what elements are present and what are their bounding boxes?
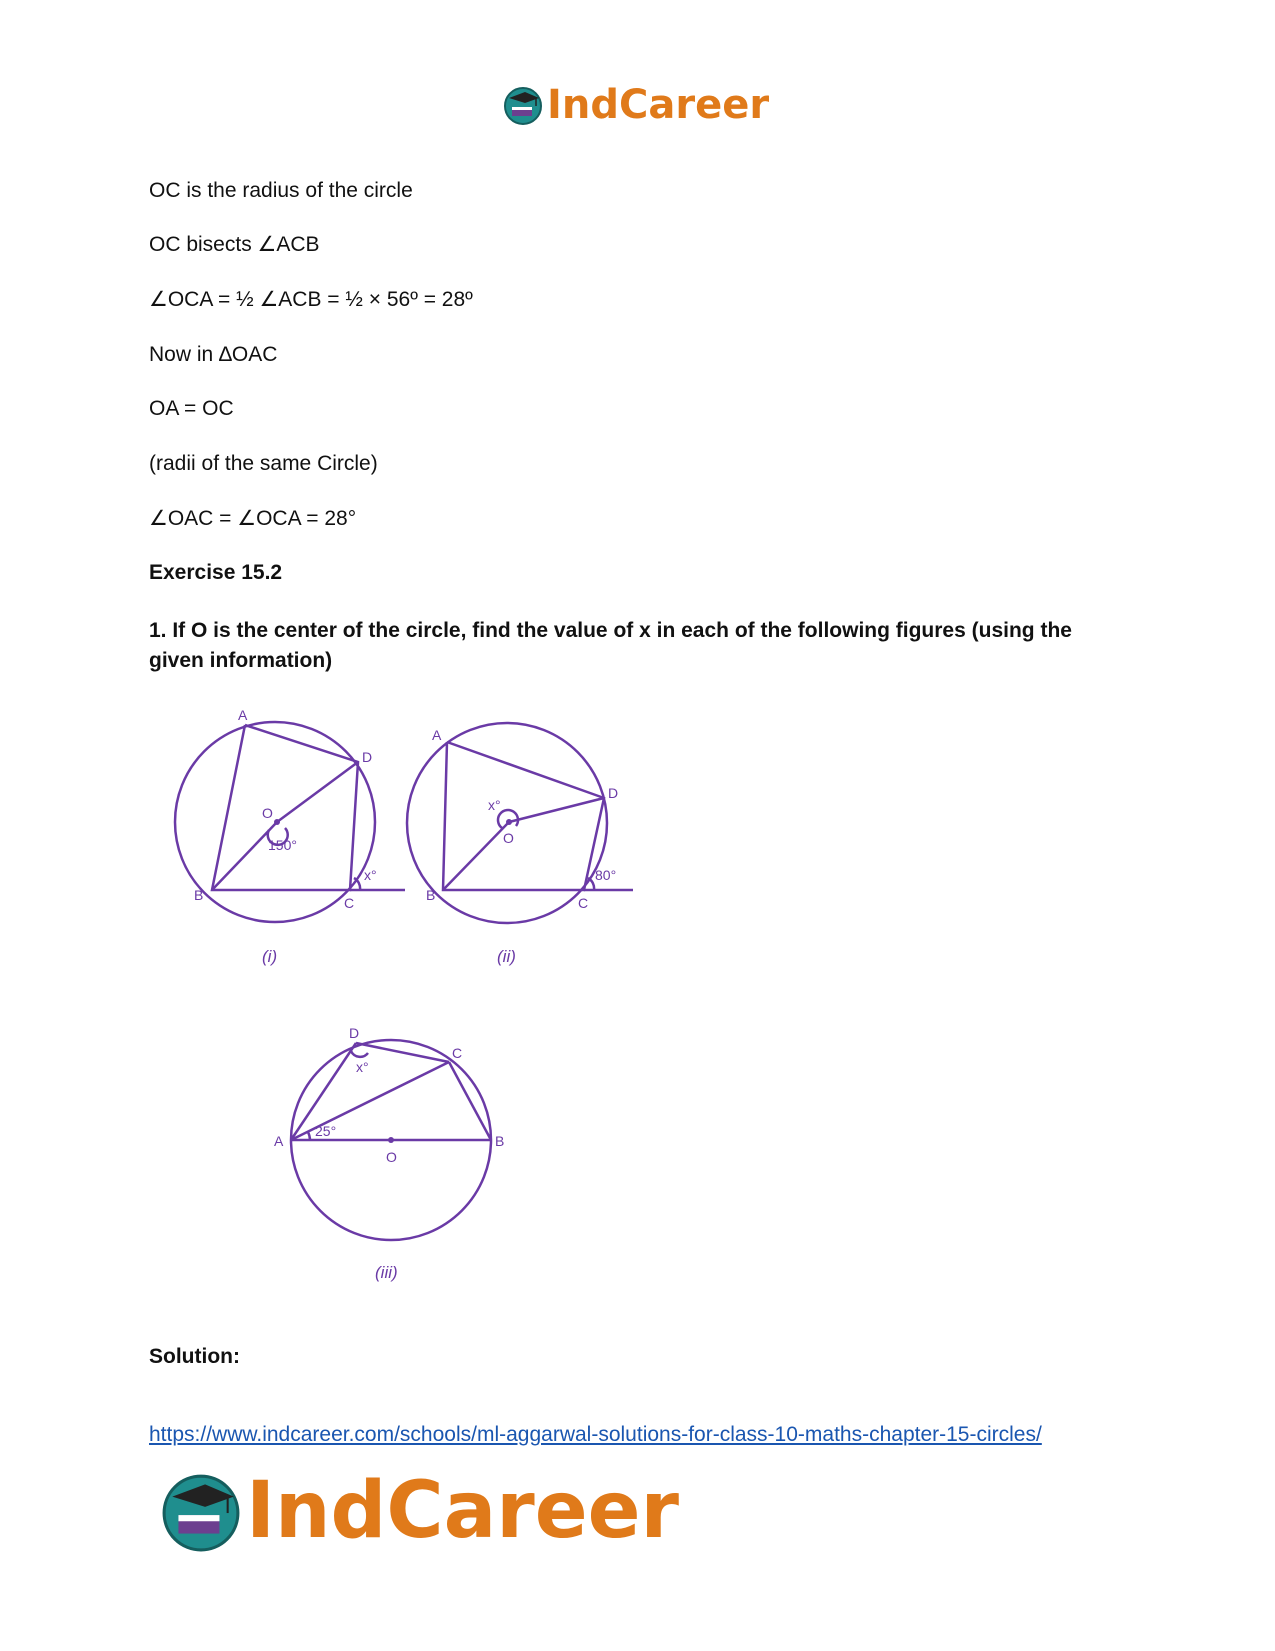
fig3-label-x: x° <box>356 1059 369 1075</box>
text-line: OA = OC <box>149 397 234 420</box>
fig2-label-angle: 80° <box>595 867 617 883</box>
text-line: OC bisects ∠ACB <box>149 233 320 256</box>
fig2-radius-ob <box>443 822 509 890</box>
fig2-label-b: B <box>426 887 436 903</box>
fig2-label-d: D <box>608 785 619 801</box>
fig3-arc-x <box>351 1051 368 1057</box>
text-line: ∠OAC = ∠OCA = 28° <box>149 507 357 530</box>
fig1-label-x: x° <box>364 867 377 883</box>
fig2-radius-od <box>509 798 604 822</box>
fig1-label-d: D <box>362 749 373 765</box>
logo-globe-icon <box>160 1470 242 1552</box>
text-line: Now in ∆OAC <box>149 343 278 366</box>
fig1-label-angle: 150° <box>268 837 297 853</box>
fig3-label-angle: 25° <box>315 1123 337 1139</box>
logo-text: IndCareer <box>246 1466 679 1556</box>
fig1-quadrilateral <box>212 725 358 890</box>
header-logo <box>503 80 769 130</box>
logo-text: IndCareer <box>547 82 770 128</box>
fig2-arc-x <box>498 810 518 828</box>
circle-figures <box>150 700 640 1300</box>
fig3-label-c: C <box>452 1045 463 1061</box>
fig3-label-o: O <box>386 1149 397 1165</box>
fig1-label-b: B <box>194 887 204 903</box>
fig3-caption: (iii) <box>375 1263 398 1282</box>
fig2-quadrilateral <box>443 742 604 890</box>
fig3-chord-dc <box>356 1043 449 1062</box>
fig1-label-o: O <box>262 805 273 821</box>
fig2-arc-80 <box>588 878 594 890</box>
fig3-label-a: A <box>274 1133 284 1149</box>
fig1-label-c: C <box>344 895 355 911</box>
logo-globe-icon <box>503 85 543 125</box>
text-line: OC is the radius of the circle <box>149 179 413 202</box>
fig2-label-c: C <box>578 895 589 911</box>
fig2-label-x: x° <box>488 797 501 813</box>
fig1-caption: (i) <box>262 947 278 966</box>
question-text: 1. If O is the center of the circle, find the value of x in each of the following figures (using the given information) <box>149 619 1072 672</box>
solution-label: Solution: <box>149 1345 240 1368</box>
source-link[interactable]: https://www.indcareer.com/schools/ml-aggarwal-solutions-for-class-10-maths-chapter-15-circles/ <box>149 1423 1042 1446</box>
text-line: (radii of the same Circle) <box>149 452 378 475</box>
fig1-label-a: A <box>238 707 248 723</box>
fig2-caption: (ii) <box>497 947 516 966</box>
text-line: ∠OCA = ½ ∠ACB = ½ × 56º = 28º <box>149 288 473 311</box>
fig3-chord-cb <box>449 1062 491 1140</box>
fig1-radius-od <box>277 762 358 822</box>
footer-logo <box>160 1468 679 1554</box>
exercise-title: Exercise 15.2 <box>149 561 283 584</box>
fig2-label-o: O <box>503 830 514 846</box>
fig3-label-b: B <box>495 1133 505 1149</box>
fig3-label-d: D <box>349 1025 360 1041</box>
fig2-label-a: A <box>432 727 442 743</box>
